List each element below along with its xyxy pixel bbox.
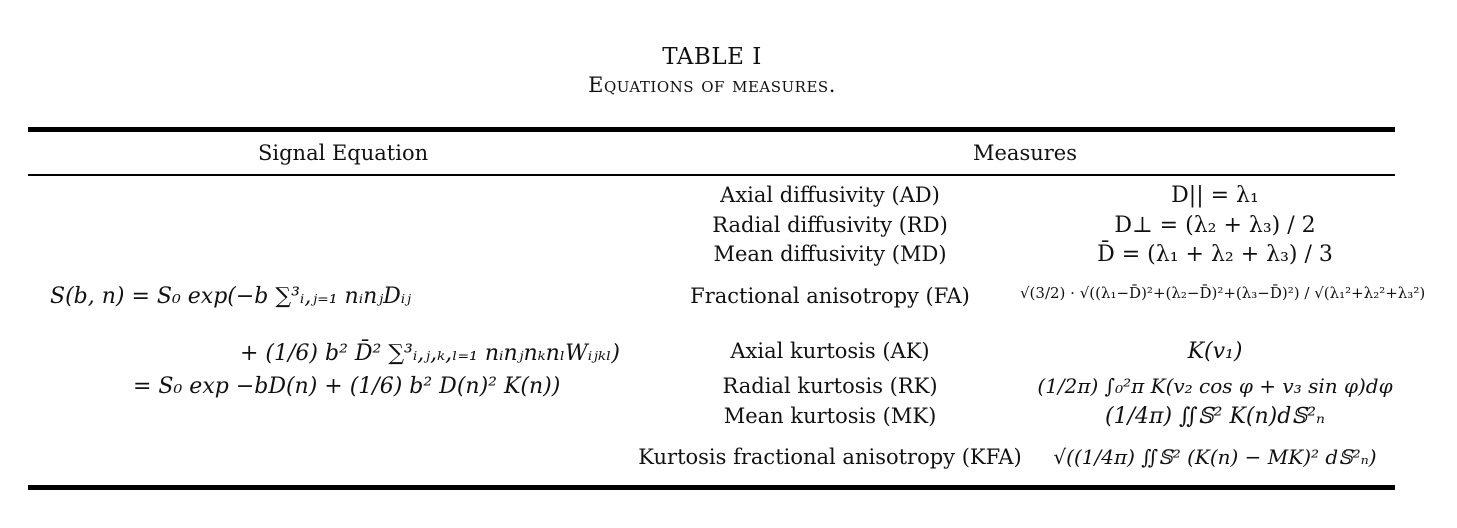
measure-name-ad: Axial diffusivity (AD) [720, 183, 940, 207]
header-rule [28, 174, 1395, 176]
measure-formula-rd: D⊥ = (λ₂ + λ₃) / 2 [1114, 213, 1316, 238]
measure-name-rk: Radial kurtosis (RK) [722, 374, 938, 398]
measure-formula-kfa: √((1/4π) ∬𝕊² (K(n) − MK)² d𝕊²ₙ) [1053, 445, 1377, 469]
measure-formula-fa: √(3/2) · √((λ₁−D̄)²+(λ₂−D̄)²+(λ₃−D̄)²) / √(λ₁²+λ₂²+λ₃²) [1020, 284, 1426, 302]
signal-equation-line-3: = S₀ exp −bD(n) + (1/6) b² D(n)² K(n)) [133, 374, 561, 399]
measure-name-fa: Fractional anisotropy (FA) [690, 284, 970, 308]
table-title: TABLE I [662, 44, 762, 70]
signal-equation-line-2: + (1/6) b² D̄² ∑³ᵢ,ⱼ,ₖ,ₗ₌₁ nᵢnⱼnₖnₗWᵢⱼₖₗ) [240, 341, 620, 366]
measure-formula-rk: (1/2π) ∫₀²π K(v₂ cos φ + v₃ sin φ)dφ [1037, 374, 1393, 398]
measure-name-ak: Axial kurtosis (AK) [730, 339, 930, 363]
measure-name-kfa: Kurtosis fractional anisotropy (KFA) [638, 445, 1022, 469]
bottom-rule [28, 485, 1395, 490]
top-rule [28, 127, 1395, 132]
measure-name-mk: Mean kurtosis (MK) [723, 404, 937, 428]
measure-formula-ad: D|| = λ₁ [1171, 183, 1259, 208]
measure-name-md: Mean diffusivity (MD) [713, 242, 947, 266]
measure-name-rd: Radial diffusivity (RD) [712, 213, 948, 237]
header-signal-equation: Signal Equation [258, 141, 429, 165]
measure-formula-md: D̄ = (λ₁ + λ₂ + λ₃) / 3 [1097, 242, 1333, 267]
table-caption: Equations of measures. [588, 73, 836, 97]
measure-formula-ak: K(v₁) [1187, 339, 1243, 364]
signal-equation-line-1: S(b, n) = S₀ exp(−b ∑³ᵢ,ⱼ₌₁ nᵢnⱼDᵢⱼ [50, 284, 412, 309]
header-measures: Measures [973, 141, 1077, 165]
measure-formula-mk: (1/4π) ∬𝕊² K(n)d𝕊²ₙ [1105, 404, 1325, 429]
